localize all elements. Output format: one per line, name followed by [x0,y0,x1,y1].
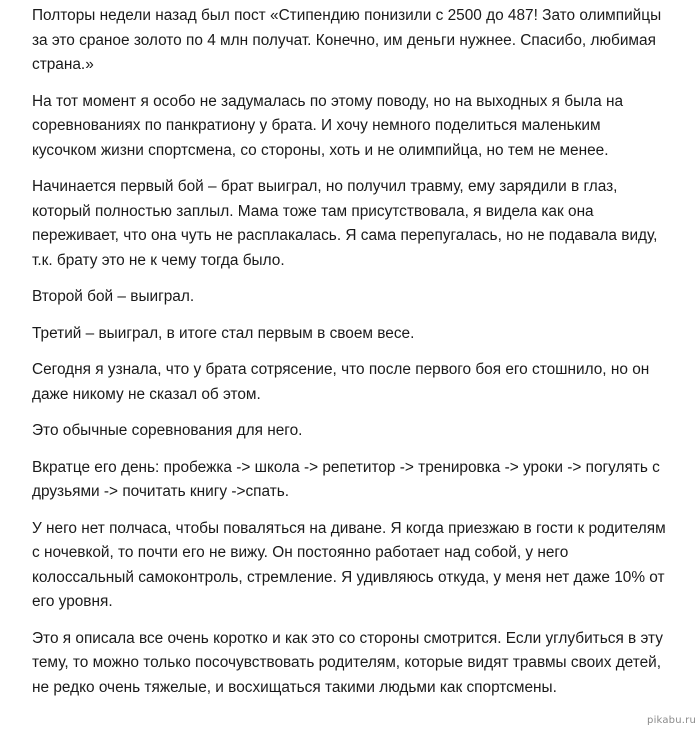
paragraph-5 [32,322,698,347]
paragraph-10 [32,627,698,701]
document-body [32,4,698,712]
text-line: страна.» [32,56,94,73]
text-line: с ночевкой, то почти его не вижу. Он постоянно работает над собой, у него [32,544,569,561]
text-line: Начинается первый бой – брат выиграл, но получил травму, ему зарядили в глаз, [32,178,618,195]
text-line: его уровня. [32,593,113,610]
text-line: т.к. брату это не к чему тогда было. [32,251,285,269]
paragraph-4 [32,285,698,310]
text-line: Это обычные соревнования для него. [32,422,303,439]
text-line: Вкратце его день: пробежка -> школа -> репетитор -> тренировка -> уроки -> погулять с [32,458,660,476]
text-line: Третий – выиграл, в итоге стал первым в своем весе. [32,324,415,342]
paragraph-3 [32,175,698,273]
text-line: Полторы недели назад был пост «Стипендию понизили с 2500 до 487! Зато олимпийцы [32,7,662,24]
text-line: кусочком жизни спортсмена, со стороны, хоть и не олимпийца, но тем не менее. [32,141,609,159]
text-line: за это сраное золото по 4 млн получат. Конечно, им деньги нужнее. Спасибо, любимая [32,31,656,49]
pikabu-watermark: pikabu.ru [647,715,696,726]
paragraph-8 [32,456,698,505]
text-line: Сегодня я узнала, что у брата сотрясение, что после первого боя его стошнило, но он [32,361,650,378]
text-line: даже никому не сказал об этом. [32,385,261,403]
text-line: Это я описала все очень коротко и как это со стороны смотрится. Если углубиться в эту [32,629,663,647]
text-line: На тот момент я особо не задумалась по этому поводу, но на выходных я была на [32,92,624,110]
text-line: Второй бой – выиграл. [32,288,195,305]
text-line: который полностью заплыл. Мама тоже там присутствовала, я видела как она [32,202,594,220]
paragraph-6 [32,358,698,407]
text-line: переживает, что она чуть не расплакалась. Я сама перепугалась, но не подавала виду, [32,227,658,244]
text-line: тему, то можно только посочувствовать родителям, которые видят травмы своих детей, [32,654,662,671]
paragraph-7 [32,419,698,444]
text-line: друзьями -> почитать книгу ->спать. [32,483,290,500]
paragraph-2 [32,90,698,164]
paragraph-9 [32,517,698,615]
text-line: не редко очень тяжелые, и восхищаться такими людьми как спортсмены. [32,678,557,696]
paragraph-1 [32,4,698,78]
text-line: колоссальный самоконтроль, стремление. Я удивляюсь откуда, у меня нет даже 10% от [32,568,665,586]
text-line: У него нет полчаса, чтобы поваляться на диване. Я когда приезжаю в гости к родителям [32,519,666,537]
text-line: соревнованиях по панкратиону у брата. И хочу немного поделиться маленьким [32,117,601,134]
